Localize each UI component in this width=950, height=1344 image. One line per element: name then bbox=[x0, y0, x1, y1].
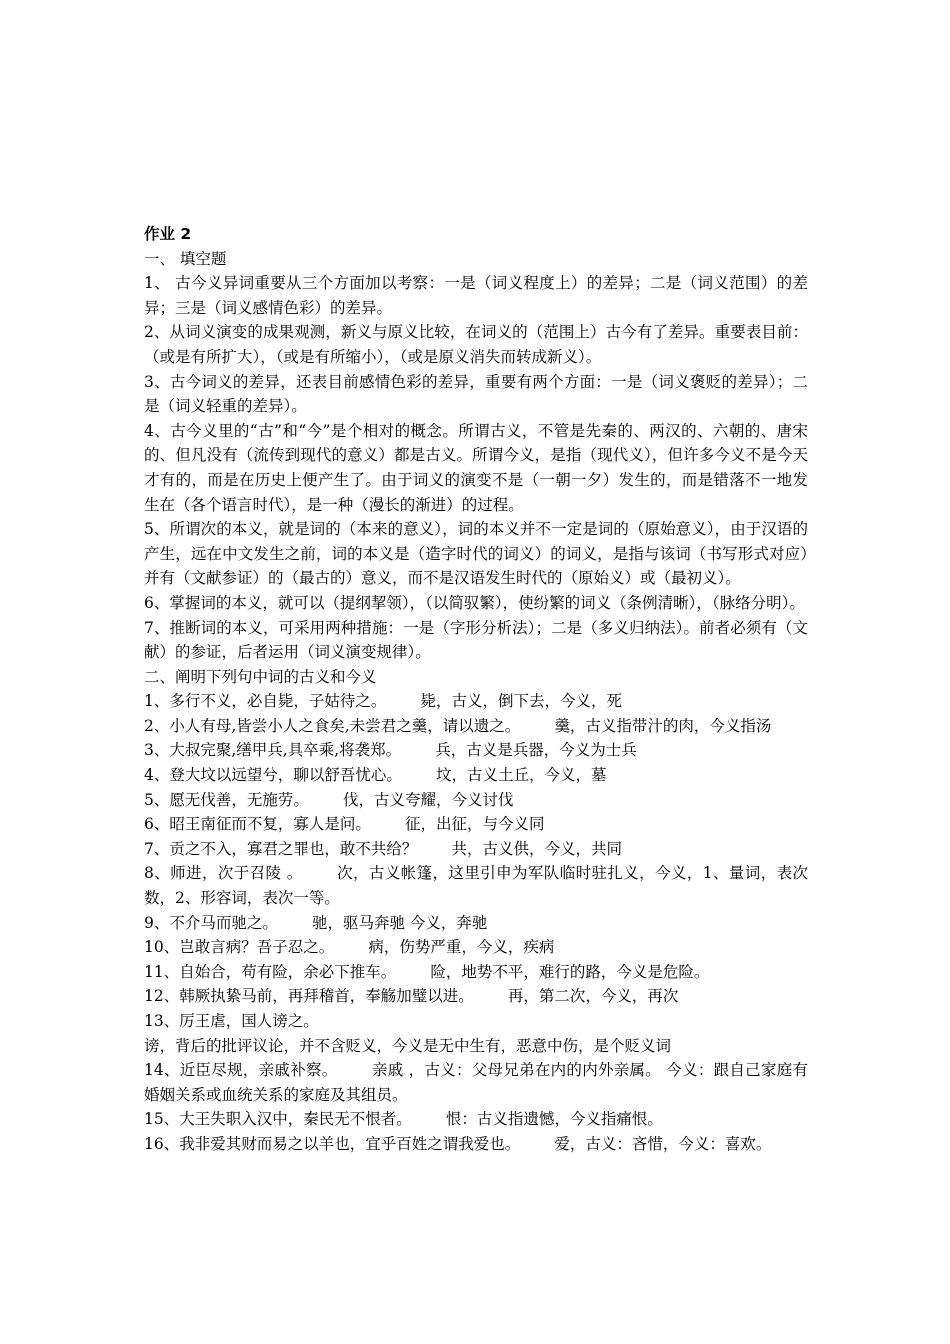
meaning-note: 亲戚 ，古义：父母兄弟在内的内外亲属。 今义：跟自己家庭有婚姻关系或血统关系的家庭及其组员。 bbox=[144, 1061, 808, 1104]
explain-item bbox=[144, 738, 808, 763]
explain-item bbox=[144, 861, 808, 910]
meaning-note: 次，古义帐篷，这里引申为军队临时驻扎义，今义，1、量词，表次数，2、形容词，表次一等。 bbox=[144, 864, 808, 908]
explain-item bbox=[144, 1107, 808, 1132]
fill-blank-item: 4、古今义里的“古”和“今”是个相对的概念。所谓古义，不管是先秦的、两汉的、六朝的、唐宋的、但凡没有（流传到现代的意义）都是古义。所谓今义，是指（现代义），但许多今义不是今天才有的，而是在历史上便产生了。由于词义的演变不是（一朝一夕）发生的，而是错落不一地发生在（各个语言时代），是一种（漫长的渐进）的过程。 bbox=[144, 421, 808, 514]
explain-item bbox=[144, 837, 808, 862]
example-sentence: 12、韩厥执絷马前，再拜稽首，奉觞加璧以进。 bbox=[144, 987, 474, 1006]
explain-item bbox=[144, 960, 808, 985]
explain-item bbox=[144, 1034, 808, 1059]
document-page bbox=[144, 222, 808, 1157]
meaning-note: 爱，古义：吝惜，今义：喜欢。 bbox=[554, 1134, 772, 1153]
meaning-note: 坟，古义土丘，今义，墓 bbox=[435, 766, 607, 785]
example-sentence: 3、大叔完聚,缮甲兵,具卒乘,将袭郑。 bbox=[144, 741, 402, 760]
explain-item bbox=[144, 1132, 808, 1157]
explain-item bbox=[144, 911, 808, 936]
example-sentence: 15、大王失职入汉中，秦民无不恨者。 bbox=[144, 1110, 412, 1129]
example-sentence: 1、多行不义，必自毙，子姑待之。 bbox=[144, 692, 387, 711]
meaning-note: 共，古义供，今义，共同 bbox=[451, 839, 622, 858]
section1-heading: 一、 填空题 bbox=[144, 249, 227, 268]
meaning-note: 兵，古义是兵器，今义为士兵 bbox=[435, 741, 637, 760]
meaning-note: 再，第二次，今义，再次 bbox=[507, 987, 679, 1006]
example-sentence: 13、厉王虐，国人谤之。 bbox=[144, 1012, 319, 1030]
example-sentence: 2、小人有母,皆尝小人之食矣,未尝君之羹，请以遗之。 bbox=[144, 716, 521, 735]
meaning-note: 征，出征，与今义同 bbox=[404, 815, 545, 834]
explain-item bbox=[144, 689, 808, 714]
example-sentence: 11、自始合，苟有险，余必下推车。 bbox=[144, 962, 397, 981]
explain-item bbox=[144, 763, 808, 788]
explain-item bbox=[144, 984, 808, 1009]
explain-item bbox=[144, 935, 808, 960]
explain-item bbox=[144, 714, 808, 739]
example-sentence: 5、愿无伐善，无施劳。 bbox=[144, 790, 309, 809]
fill-blank-item: 6、掌握词的本义，就可以（提纲挈领），（以简驭繁），使纷繁的词义（条例清晰），（脉络分明）。 bbox=[144, 593, 805, 612]
meaning-note: 毙，古义，倒下去，今义，死 bbox=[420, 692, 622, 711]
meaning-note: 病，伤势严重，今义，疾病 bbox=[368, 938, 555, 957]
example-sentence: 8、师进，次于召陵 。 bbox=[144, 864, 303, 883]
assignment-title: 作业 2 bbox=[144, 225, 192, 243]
meaning-note: 险，地势不平，难行的路，今义是危险。 bbox=[430, 962, 710, 981]
section2-heading: 二、阐明下列句中词的古义和今义 bbox=[144, 667, 377, 686]
example-sentence: 14、近臣尽规，亲戚补察。 bbox=[144, 1061, 338, 1080]
fill-blank-item: 7、推断词的本义，可采用两种措施：一是（字形分析法）；二是（多义归纳法）。前者必须有（文献）的参证，后者运用（词义演变规律）。 bbox=[144, 618, 808, 662]
explain-item bbox=[144, 1058, 808, 1107]
meaning-note: 驰，驱马奔驰 今义，奔驰 bbox=[311, 913, 488, 932]
section1-items bbox=[144, 271, 808, 665]
example-sentence: 10、岂敢言病？吾子忍之。 bbox=[144, 938, 335, 957]
meaning-note: 羹，古义指带汁的肉，今义指汤 bbox=[554, 716, 772, 735]
section2-items bbox=[144, 689, 808, 1156]
explain-item bbox=[144, 1009, 808, 1034]
example-sentence: 16、我非爱其财而易之以羊也，宜乎百姓之谓我爱也。 bbox=[144, 1134, 521, 1153]
example-sentence: 6、昭王南征而不复，寡人是问。 bbox=[144, 815, 371, 834]
explain-item bbox=[144, 812, 808, 837]
example-sentence: 7、贡之不入，寡君之罪也，敢不共给？ bbox=[144, 839, 418, 858]
example-sentence: 9、不介马而驰之。 bbox=[144, 913, 278, 932]
meaning-note: 伐，古义夸耀，今义讨伐 bbox=[342, 790, 514, 809]
meaning-note: 恨：古义指遗憾，今义指痛恨。 bbox=[445, 1110, 663, 1129]
example-sentence: 4、登大坟以远望兮，聊以舒吾忧心。 bbox=[144, 766, 402, 785]
meaning-note: 谤，背后的批评议论，并不含贬义，今义是无中生有，恶意中伤，是个贬义词 bbox=[144, 1036, 672, 1055]
fill-blank-item: 1、 古今义异词重要从三个方面加以考察：一是（词义程度上）的差异；二是（词义范围）的差异；三是（词义感情色彩）的差异。 bbox=[144, 274, 808, 317]
explain-item bbox=[144, 788, 808, 813]
fill-blank-item: 2、从词义演变的成果观测，新义与原义比较，在词义的（范围上）古今有了差异。重要表目前：（或是有所扩大），（或是有所缩小），（或是原义消失而转成新义）。 bbox=[144, 323, 808, 366]
fill-blank-item: 3、古今词义的差异，还表目前感情色彩的差异，重要有两个方面：一是（词义褒贬的差异）；二是（词义轻重的差异）。 bbox=[144, 372, 808, 416]
fill-blank-item: 5、所谓次的本义，就是词的（本来的意义），词的本义并不一定是词的（原始意义），由于汉语的产生，远在中文发生之前，词的本义是（造字时代的词义）的词义，是指与该词（书写形式对应）并有（文献参证）的（最古的）意义，而不是汉语发生时代的（原始义）或（最初义）。 bbox=[144, 520, 808, 588]
